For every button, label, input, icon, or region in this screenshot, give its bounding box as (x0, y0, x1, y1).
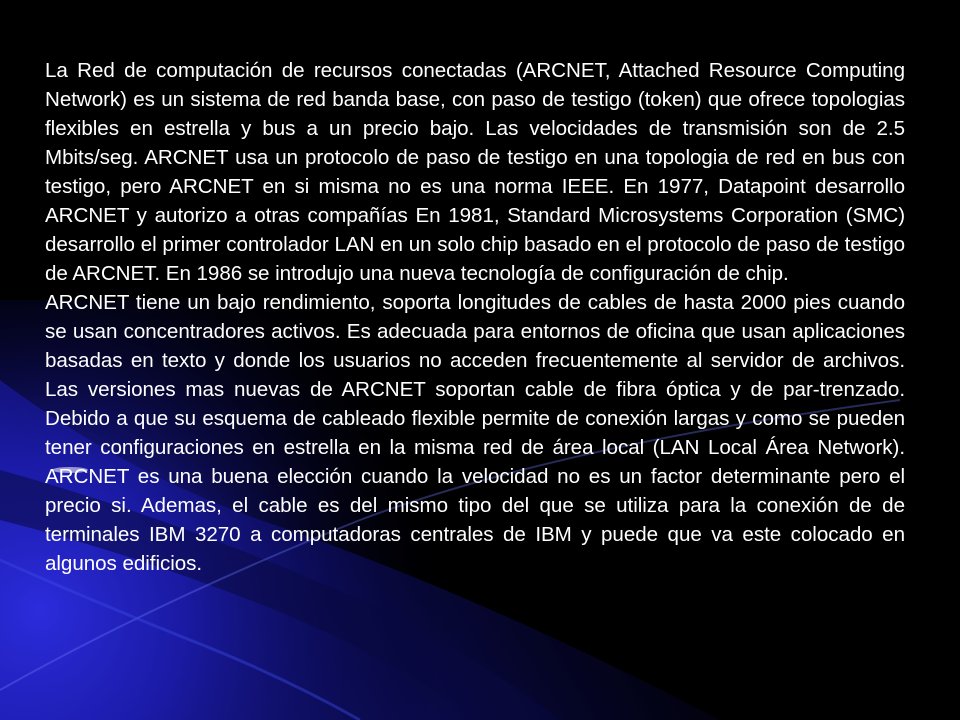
paragraph-arcnet-performance: ARCNET tiene un bajo rendimiento, soporta longitudes de cables de hasta 2000 pies cuando se usan concentradores activos. Es adecuada para entornos de oficina que usan aplicaciones basadas en texto y donde los usuarios no acceden frecuentemente al servidor de archivos. Las versiones mas nuevas de ARCNET soportan cable de fibra óptica y de par-trenzado. Debido a que su esquema de cableado flexible permite de conexión largas y como se pueden tener configuraciones en estrella en la misma red de área local (LAN Local Área Network). ARCNET es una buena elección cuando la velocidad no es un factor determinante pero el precio si. Ademas, el cable es del mismo tipo del que se utiliza para la conexión de de terminales IBM 3270 a computadoras centrales de IBM y puede que va este colocado en algunos edificios. (45, 291, 905, 575)
body-text (45, 56, 905, 578)
paragraph-arcnet-intro: La Red de computación de recursos conectadas (ARCNET, Attached Resource Computing Network) es un sistema de red banda base, con paso de testigo (token) que ofrece topologias flexibles en estrella y bus a un precio bajo. Las velocidades de transmisión son de 2.5 Mbits/seg. ARCNET usa un protocolo de paso de testigo en una topologia de red en bus con testigo, pero ARCNET en si misma no es una norma IEEE. En 1977, Datapoint desarrollo ARCNET y autorizo a otras compañías En 1981, Standard Microsystems Corporation (SMC) desarrollo el primer controlador LAN en un solo chip basado en el protocolo de paso de testigo de ARCNET. En 1986 se introdujo una nueva tecnología de configuración de chip. (45, 59, 905, 285)
